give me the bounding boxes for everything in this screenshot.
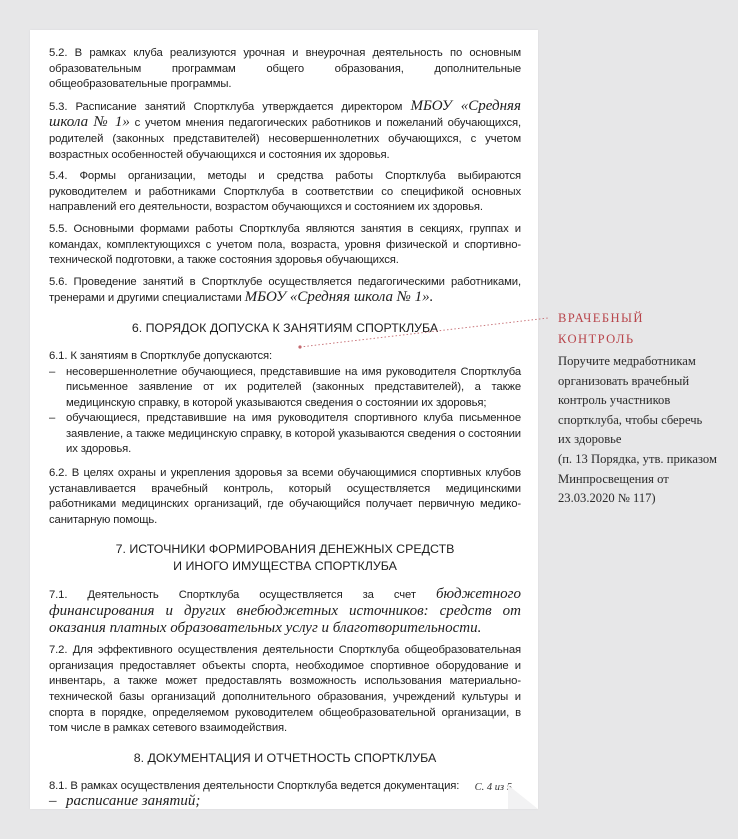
document-body	[49, 46, 521, 811]
documentation-list	[49, 794, 521, 811]
paragraph-5-3	[49, 99, 521, 163]
school-name-italic: МБОУ «Средняя школа № 1».	[244, 289, 434, 306]
paragraph-7-1	[49, 587, 521, 637]
margin-note-title: ВРАЧЕБНЫЙ КОНТРОЛЬ	[558, 311, 644, 346]
list-item-text: несовершеннолетние обучающиеся, представившие на имя руководителя Спортклуба письменное заявление от их родителей (законных представителей), а также медицинскую справку, в которой указываются сведения о состоянии их здоровья;	[66, 365, 521, 409]
margin-note-reference: (п. 13 Порядка, утв. приказом Минпросвещения от 23.03.2020 № 117)	[558, 451, 717, 506]
paragraph-5-3-text: 5.3. Расписание занятий Спортклуба утверждается директором	[49, 100, 411, 113]
paragraph-5-3-text-cont: с учетом мнения педагогических работников и пожеланий обучающихся, родителей (законных представителей) несовершеннолетних обучающихся, с учетом возрастных особенностей обучающихся и состояния их здоровья.	[49, 117, 522, 161]
section-heading-7-line2: И ИНОГО ИМУЩЕСТВА СПОРТКЛУБА	[173, 559, 397, 574]
paragraph-5-6-text: 5.6. Проведение занятий в Спортклубе осуществляется педагогическими работниками, тренерами и другими специалистами	[49, 275, 521, 305]
list-item	[49, 794, 521, 811]
paragraph-5-2: 5.2. В рамках клуба реализуются урочная и внеурочная деятельность по основным образовательным программам общего образования, дополнительные общеобразовательные программы.	[49, 47, 521, 91]
paragraph-6-1: 6.1. К занятиям в Спортклубе допускаются:	[49, 349, 273, 362]
paragraph-5-6	[49, 275, 521, 307]
list-dash: –	[49, 793, 57, 810]
margin-note	[558, 308, 718, 509]
list-item	[49, 365, 521, 412]
list-dash: –	[49, 365, 56, 378]
margin-note-text: Поручите медработникам организовать врачебный контроль участников спортклуба, чтобы сберечь их здоровье	[558, 354, 703, 447]
funding-sources-italic: бюджетного финансирования и других внебюджетных источников: средств от оказания платных образовательных услуг и благотворительности.	[49, 586, 521, 636]
paragraph-7-1-text: 7.1. Деятельность Спортклуба осуществляется за счет	[49, 589, 436, 602]
section-heading-7	[49, 541, 521, 575]
page-number: С. 4 из 5	[474, 782, 512, 793]
section-heading-7-line1: 7. ИСТОЧНИКИ ФОРМИРОВАНИЯ ДЕНЕЖНЫХ СРЕДСТВ	[115, 542, 455, 557]
paragraph-5-5: 5.5. Основными формами работы Спортклуба являются занятия в секциях, группах и командах, комплектующихся с учетом пола, возраста, уровня физической и спортивно-технической подготовки, а также состояния здоровья обучающихся.	[49, 222, 521, 267]
list-item	[49, 411, 521, 458]
paragraph-5-4: 5.4. Формы организации, методы и средства работы Спортклуба выбираются руководителем и работниками Спортклуба в соответствии со спецификой основных направлений его деятельности, возрастом обучающихся и состоянием их здоровья.	[49, 170, 521, 214]
paragraph-8-1: 8.1. В рамках осуществления деятельности Спортклуба ведется документация:	[49, 779, 460, 792]
section-heading-6: 6. ПОРЯДОК ДОПУСКА К ЗАНЯТИЯМ СПОРТКЛУБА	[131, 320, 439, 335]
section-heading-8: 8. ДОКУМЕНТАЦИЯ И ОТЧЕТНОСТЬ СПОРТКЛУБА	[133, 750, 437, 765]
school-name-italic: МБОУ «Средняя школа № 1»	[49, 97, 521, 131]
page-curl	[508, 785, 538, 809]
list-item-text: обучающиеся, представившие на имя руководителя спортивного клуба письменное заявление, а также медицинскую справку, в которой указываются сведения о состоянии их здоровья.	[66, 412, 521, 456]
margin-note-body	[558, 352, 718, 509]
list-item-text: расписание занятий;	[66, 793, 201, 810]
paragraph-7-2: 7.2. Для эффективного осуществления деятельности Спортклуба общеобразовательная организация предоставляет объекты спорта, необходимое спортивное оборудование и инвентарь, а также может предоставлять возможность использования материально-технической базы организаций дополнительного образования, учреждений культуры и спорта в порядке, определяемом руководителем общеобразовательной организации, в том числе в рамках сетевого взаимодействия.	[49, 644, 521, 735]
list-dash: –	[49, 412, 56, 425]
document-page	[30, 30, 538, 809]
paragraph-6-2: 6.2. В целях охраны и укрепления здоровья за всеми обучающимися спортивных клубов устанавливается врачебный контроль, который осуществляется медицинскими работниками медицинских организаций, где обучающийся получает первичную медико-санитарную помощь.	[49, 467, 521, 526]
admission-list	[49, 365, 521, 459]
